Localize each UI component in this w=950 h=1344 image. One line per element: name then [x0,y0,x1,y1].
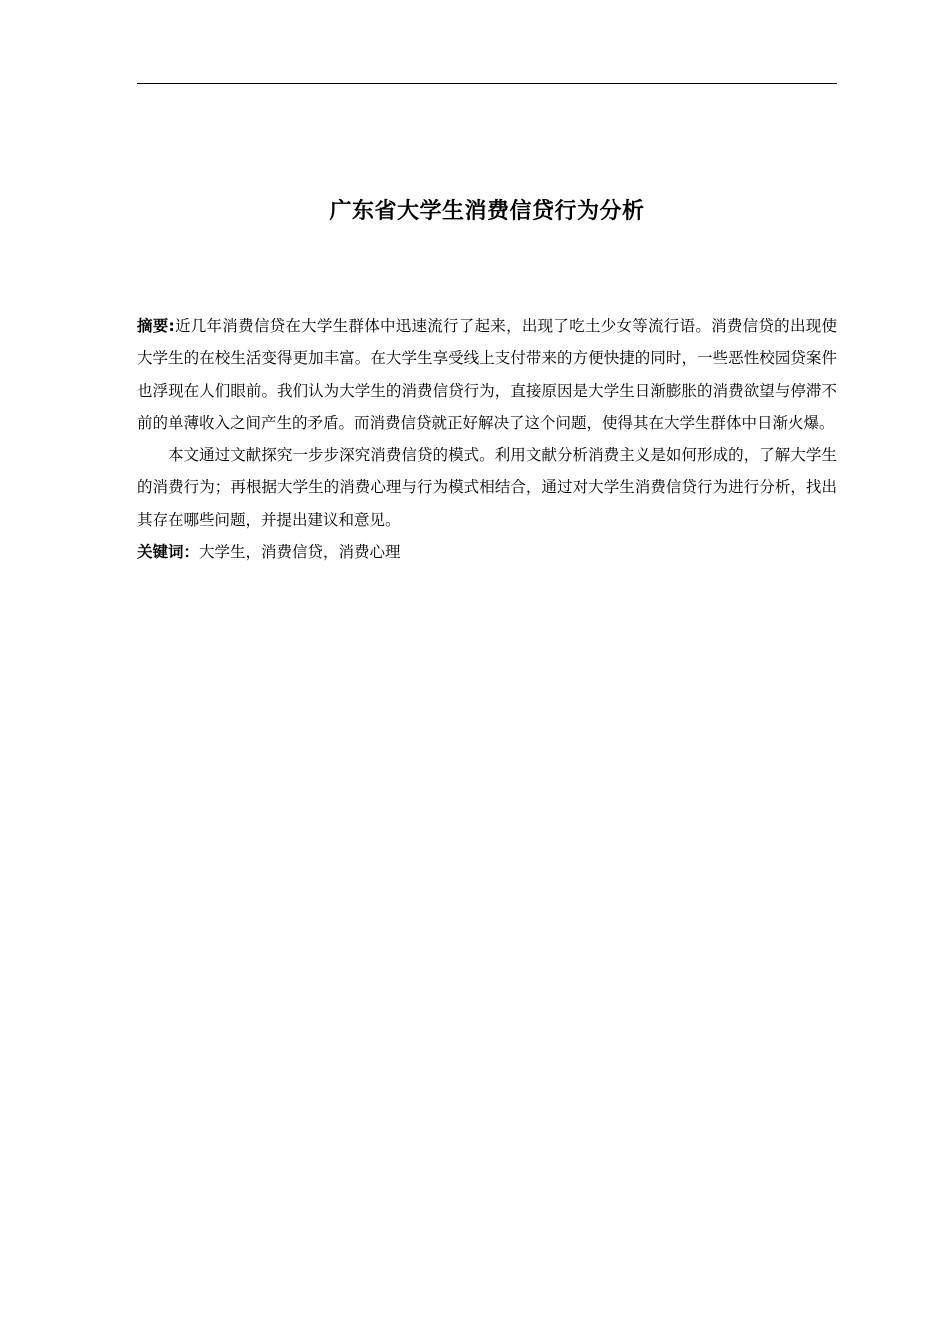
document-title: 广东省大学生消费信贷行为分析 [329,199,645,224]
abstract-text-1: 近几年消费信贷在大学生群体中迅速流行了起来，出现了吃土少女等流行语。消费信贷的出现使大学生的在校生活变得更加丰富。在大学生享受线上支付带来的方便快捷的同时，一些恶性校园贷案件也浮现在人们眼前。我们认为大学生的消费信贷行为，直接原因是大学生日渐膨胀的消费欲望与停滞不前的单薄收入之间产生的矛盾。而消费信贷就正好解决了这个问题，使得其在大学生群体中日渐火爆。 [137,317,837,432]
keywords-line [137,536,837,568]
abstract-paragraph-2: 本文通过文献探究一步步深究消费信贷的模式。利用文献分析消费主义是如何形成的，了解大学生的消费行为；再根据大学生的消费心理与行为模式相结合，通过对大学生消费信贷行为进行分析，找出其存在哪些问题，并提出建议和意见。 [137,446,837,529]
keywords-label: 关键词： [137,543,200,562]
abstract-paragraph-1 [137,310,837,439]
keywords-value: 大学生，消费信贷，消费心理 [199,543,401,562]
header-rule [137,83,837,84]
abstract-label: 摘要: [137,317,175,335]
abstract-section [137,310,837,568]
